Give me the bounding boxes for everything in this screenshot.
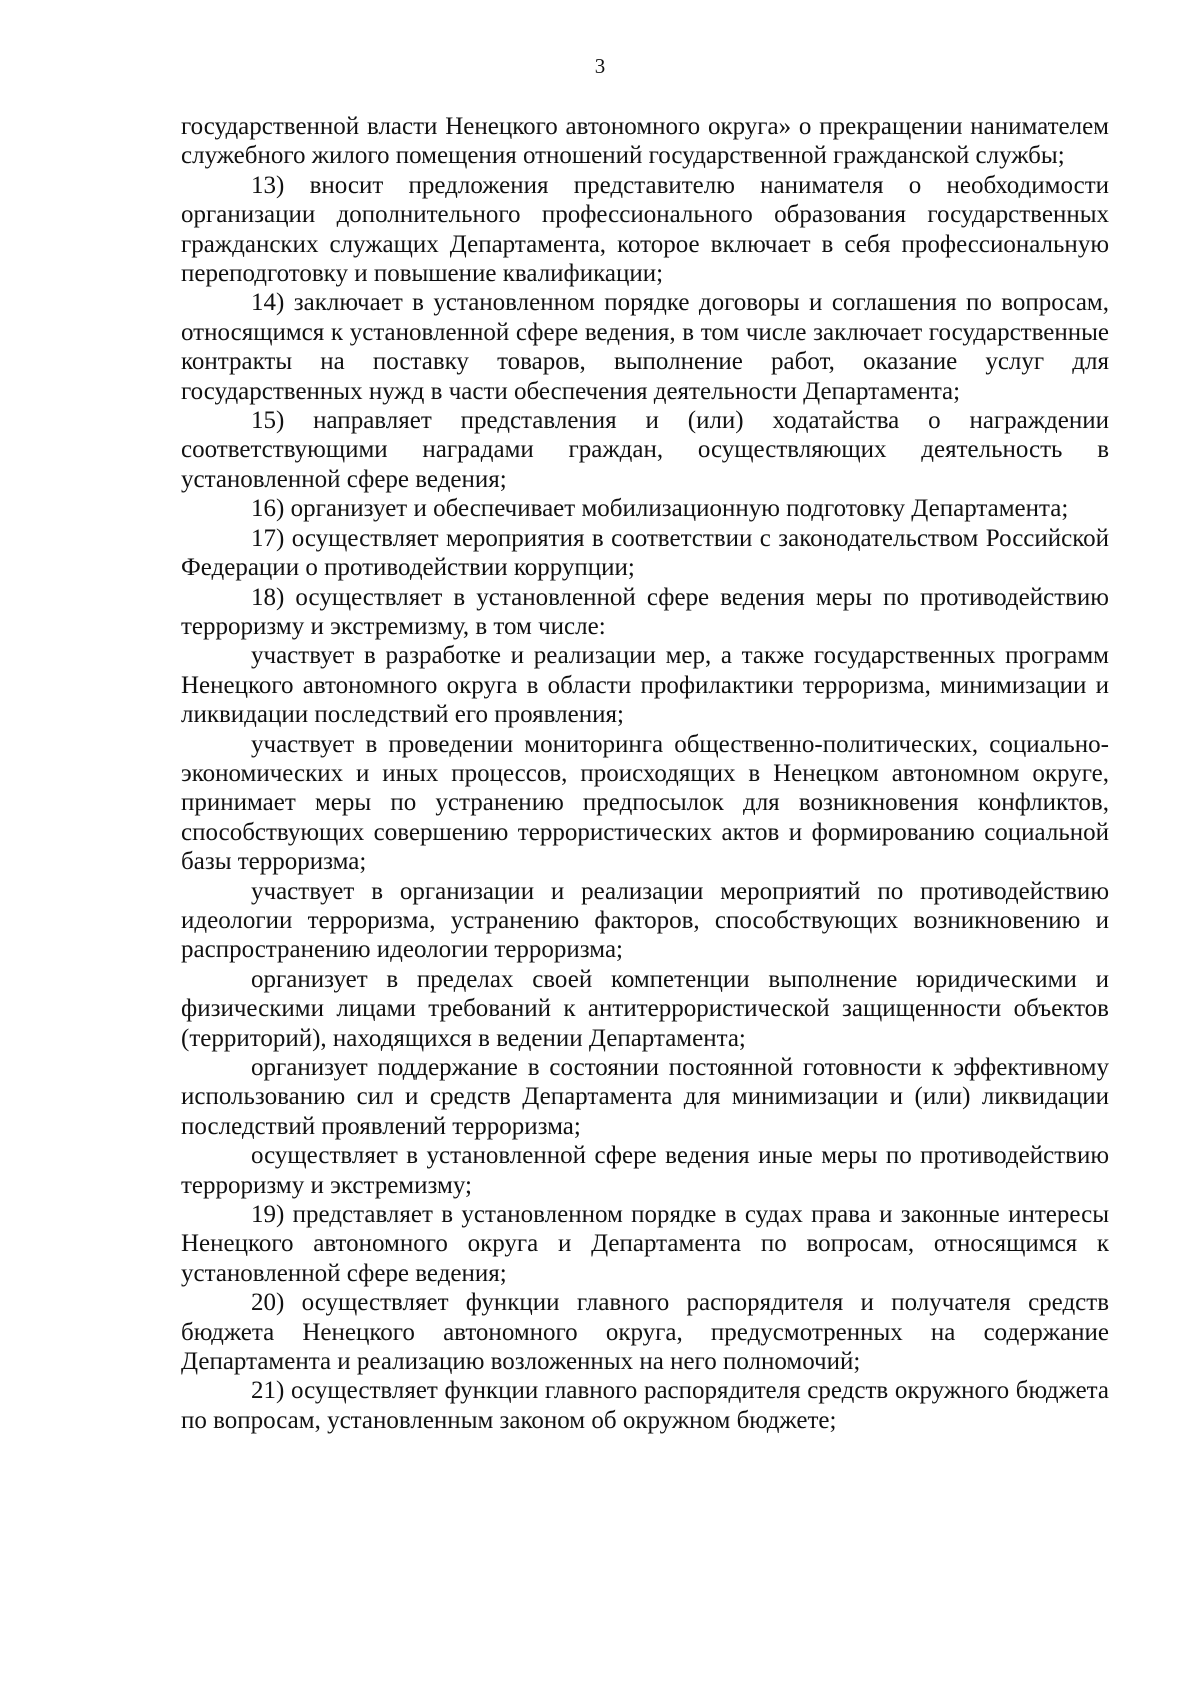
paragraph-item-18: 18) осуществляет в установленной сфере ведения меры по противодействию терроризму и экстремизму, в том числе: — [181, 583, 1109, 640]
paragraph-subitem: осуществляет в установленной сфере ведения иные меры по противодействию терроризму и экстремизму; — [181, 1142, 1109, 1199]
paragraph-item-13: 13) вносит предложения представителю нанимателя о необходимости организации дополнительного профессионального образования государственных гражданских служащих Департамента, которое включает в себя профессиональную переподготовку и повышение квалификации; — [181, 171, 1109, 288]
paragraph-subitem: организует поддержание в состоянии постоянной готовности к эффективному использованию сил и средств Департамента для минимизации и (или) ликвидации последствий проявлений терроризма; — [181, 1054, 1109, 1140]
paragraph-subitem: участвует в проведении мониторинга общественно-политических, социально-экономических и иных процессов, происходящих в Ненецком автономном округе, принимает меры по устранению предпосылок для возникновения конфликтов, способствующих совершению террористических актов и формированию социальной базы терроризма; — [181, 730, 1109, 876]
paragraph-item-14: 14) заключает в установленном порядке договоры и соглашения по вопросам, относящимся к установленной сфере ведения, в том числе заключает государственные контракты на поставку товаров, выполнение работ, оказание услуг для государственных нужд в части обеспечения деятельности Департамента; — [181, 289, 1109, 405]
page-number: 3 — [594, 54, 606, 78]
paragraph-item-19: 19) представляет в установленном порядке в судах права и законные интересы Ненецкого автономного округа и Департамента по вопросам, относящимся к установленной сфере ведения; — [181, 1201, 1109, 1287]
paragraph-item-17: 17) осуществляет мероприятия в соответствии с законодательством Российской Федерации о противодействии коррупции; — [181, 524, 1109, 582]
paragraph-continuation: государственной власти Ненецкого автономного округа» о прекращении нанимателем служебного жилого помещения отношений государственной гражданской службы; — [181, 113, 1109, 170]
paragraph-item-16: 16) организует и обеспечивает мобилизационную подготовку Департамента; — [251, 495, 1069, 523]
document-body — [181, 112, 1109, 1435]
paragraph-subitem: организует в пределах своей компетенции выполнение юридическими и физическими лицами требований к антитеррористической защищенности объектов (территорий), находящихся в ведении Департамента; — [181, 965, 1109, 1052]
paragraph-item-15: 15) направляет представления и (или) ходатайства о награждении соответствующими наградами граждан, осуществляющих деятельность в установленной сфере ведения; — [181, 407, 1109, 493]
paragraph-subitem: участвует в организации и реализации мероприятий по противодействию идеологии терроризма, устранению факторов, способствующих возникновению и распространению идеологии терроризма; — [181, 877, 1109, 964]
paragraph-subitem: участвует в разработке и реализации мер, а также государственных программ Ненецкого автономного округа в области профилактики терроризма, минимизации и ликвидации последствий его проявления; — [181, 642, 1109, 729]
paragraph-item-21: 21) осуществляет функции главного распорядителя средств окружного бюджета по вопросам, установленным законом об окружном бюджете; — [181, 1377, 1109, 1434]
paragraph-item-20: 20) осуществляет функции главного распорядителя и получателя средств бюджета Ненецкого автономного округа, предусмотренных на содержание Департамента и реализацию возложенных на него полномочий; — [181, 1289, 1109, 1376]
